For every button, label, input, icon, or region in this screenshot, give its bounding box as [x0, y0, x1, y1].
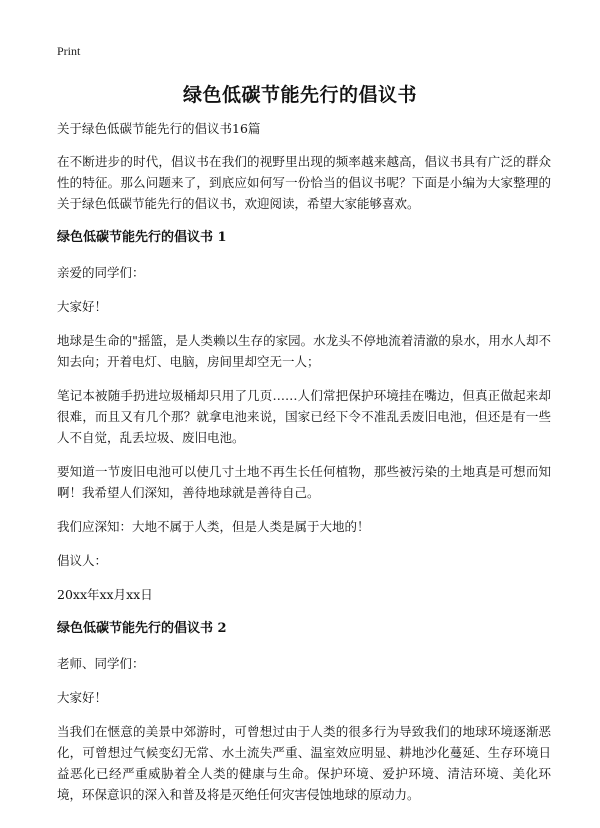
hello: 大家好！ — [57, 690, 108, 705]
section-heading-2: 绿色低碳节能先行的倡议书 2 — [57, 621, 227, 636]
intro-paragraph: 在不断进步的时代，倡议书在我们的视野里出现的频率越来越高，倡议书具有广泛的群众性的特征。那么问题来了，到底应如何写一份恰当的倡议书呢？下面是小编为大家整理的关于绿色低碳节能先行的倡议书，欢迎阅读，希望大家能够喜欢。 — [57, 154, 551, 211]
hello: 大家好！ — [57, 299, 108, 314]
document-title: 绿色低碳节能先行的倡议书 — [182, 84, 417, 106]
body-paragraph: 要知道一节废旧电池可以使几寸土地不再生长任何植物，那些被污染的土地真是可想而知啊！我希望人们深知，善待地球就是善待自己。 — [57, 464, 551, 500]
body-paragraph: 我们应深知：大地不属于人类，但是人类是属于大地的！ — [57, 519, 370, 534]
print-link[interactable]: Print — [57, 44, 81, 58]
greeting: 亲爱的同学们： — [57, 265, 145, 280]
body-paragraph: 笔记本被随手扔进垃圾桶却只用了几页……人们常把保护环境挂在嘴边，但真正做起来却很难，而且又有几个那？就拿电池来说，国家已经下令不准乱丢废旧电池，但还是有一些人不自觉，乱丢垃圾、废旧电池。 — [57, 388, 551, 445]
section-heading-1: 绿色低碳节能先行的倡议书 1 — [57, 230, 227, 245]
document-body — [57, 118, 551, 818]
body-paragraph: 地球是生命的"摇篮，是人类赖以生存的家园。水龙头不停地流着清澈的泉水，用水人却不知去向；开着电灯、电脑，房间里却空无一人； — [57, 333, 551, 369]
body-paragraph: 当我们在惬意的美景中郊游时，可曾想过由于人类的很多行为导致我们的地球环境逐渐恶化，可曾想过气候变幻无常、水土流失严重、温室效应明显、耕地沙化蔓延、生存环境日益恶化已经严重威胁着全人类的健康与生命。保护环境、爱护环境、清洁环境、美化环境，环保意识的深入和普及将是灭绝任何灾害侵蚀地球的原动力。 — [57, 724, 551, 802]
signoff: 倡议人： — [57, 553, 108, 568]
greeting: 老师、同学们： — [57, 656, 145, 671]
document-subtitle: 关于绿色低碳节能先行的倡议书16篇 — [57, 121, 261, 136]
date: 20xx年xx月xx日 — [57, 587, 153, 602]
